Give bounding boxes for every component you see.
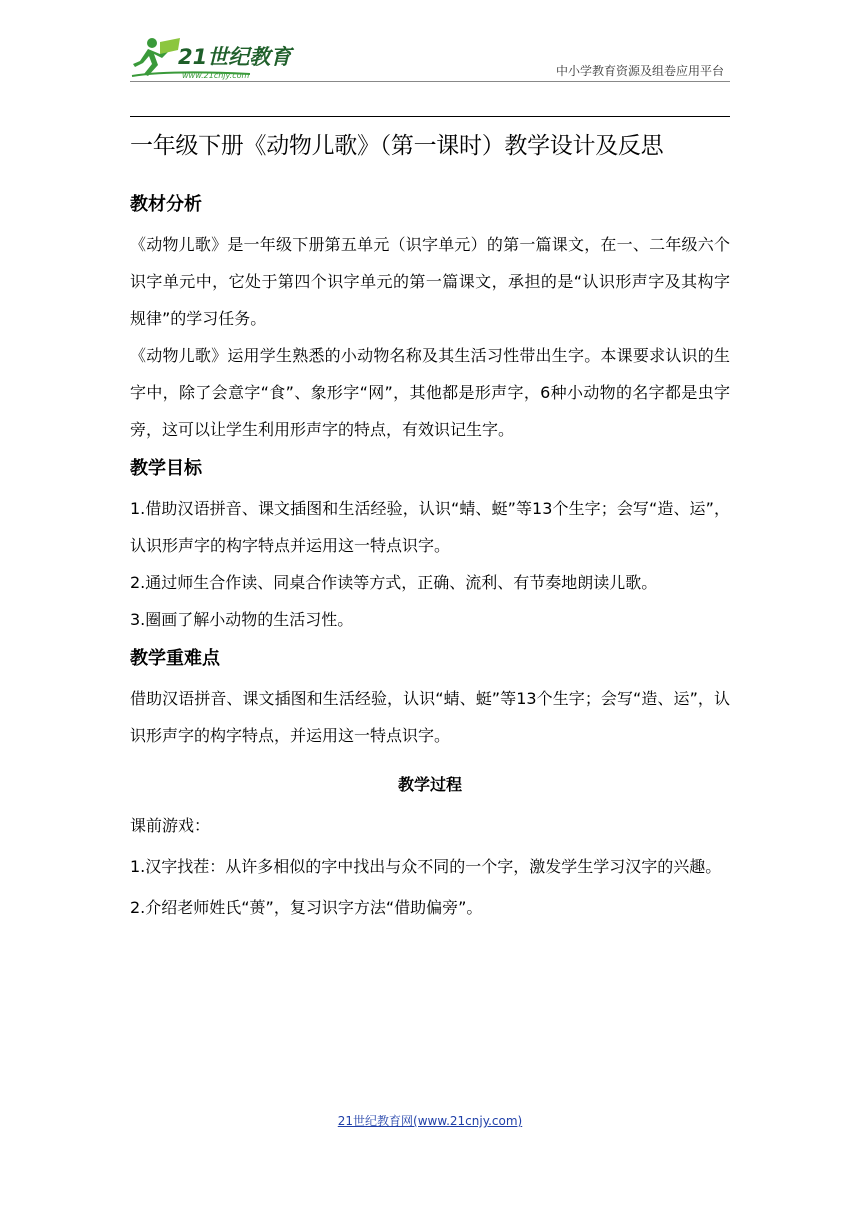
runner-logo-icon — [130, 34, 300, 82]
keypoints-paragraph: 借助汉语拼音、课文插图和生活经验，认识“蜻、蜓”等13个生字；会写“造、运”，认识形声字的构字特点，并运用这一特点识字。 — [130, 689, 730, 745]
page-header — [130, 34, 730, 84]
logo-url: www.21cnjy.com — [182, 71, 250, 80]
process-step-1: 1.汉字找茬：从许多相似的字中找出与众不同的一个字，激发学生学习汉字的兴趣。 — [130, 857, 722, 876]
analysis-paragraph-2: 《动物儿歌》运用学生熟悉的小动物名称及其生活习性带出生字。本课要求认识的生字中，除了会意字“食”、象形字“网”，其他都是形声字，6种小动物的名字都是虫字旁，这可以让学生利用形声字的特点，有效识记生字。 — [130, 346, 730, 439]
process-intro: 课前游戏： — [130, 816, 211, 835]
section-heading-process: 教学过程 — [397, 775, 462, 794]
header-divider — [130, 81, 730, 82]
goal-item-2: 2.通过师生合作读、同桌合作读等方式，正确、流利、有节奏地朗读儿歌。 — [130, 573, 658, 592]
footer-link[interactable]: 21世纪教育网(www.21cnjy.com) — [337, 1114, 523, 1128]
process-step-2: 2.介绍老师姓氏“蒉”，复习识字方法“借助偏旁”。 — [130, 898, 483, 917]
title-divider — [130, 116, 730, 117]
section-heading-goals: 教学目标 — [130, 458, 202, 479]
document-title: 一年级下册《动物儿歌》（第一课时）教学设计及反思 — [130, 133, 664, 159]
goal-item-3: 3.圈画了解小动物的生活习性。 — [130, 610, 354, 629]
section-heading-keypoints: 教学重难点 — [130, 648, 220, 669]
header-tagline: 中小学教育资源及组卷应用平台 — [555, 64, 724, 78]
section-heading-analysis: 教材分析 — [130, 194, 202, 215]
document-body — [130, 120, 730, 926]
site-logo[interactable] — [130, 34, 300, 82]
logo-text: 21世纪教育 — [178, 45, 292, 69]
analysis-paragraph-1: 《动物儿歌》是一年级下册第五单元（识字单元）的第一篇课文，在一、二年级六个识字单元中，它处于第四个识字单元的第一篇课文，承担的是“认识形声字及其构字规律”的学习任务。 — [130, 235, 730, 328]
goal-item-1: 1.借助汉语拼音、课文插图和生活经验，认识“蜻、蜓”等13个生字；会写“造、运”，认识形声字的构字特点并运用这一特点识字。 — [130, 499, 730, 555]
